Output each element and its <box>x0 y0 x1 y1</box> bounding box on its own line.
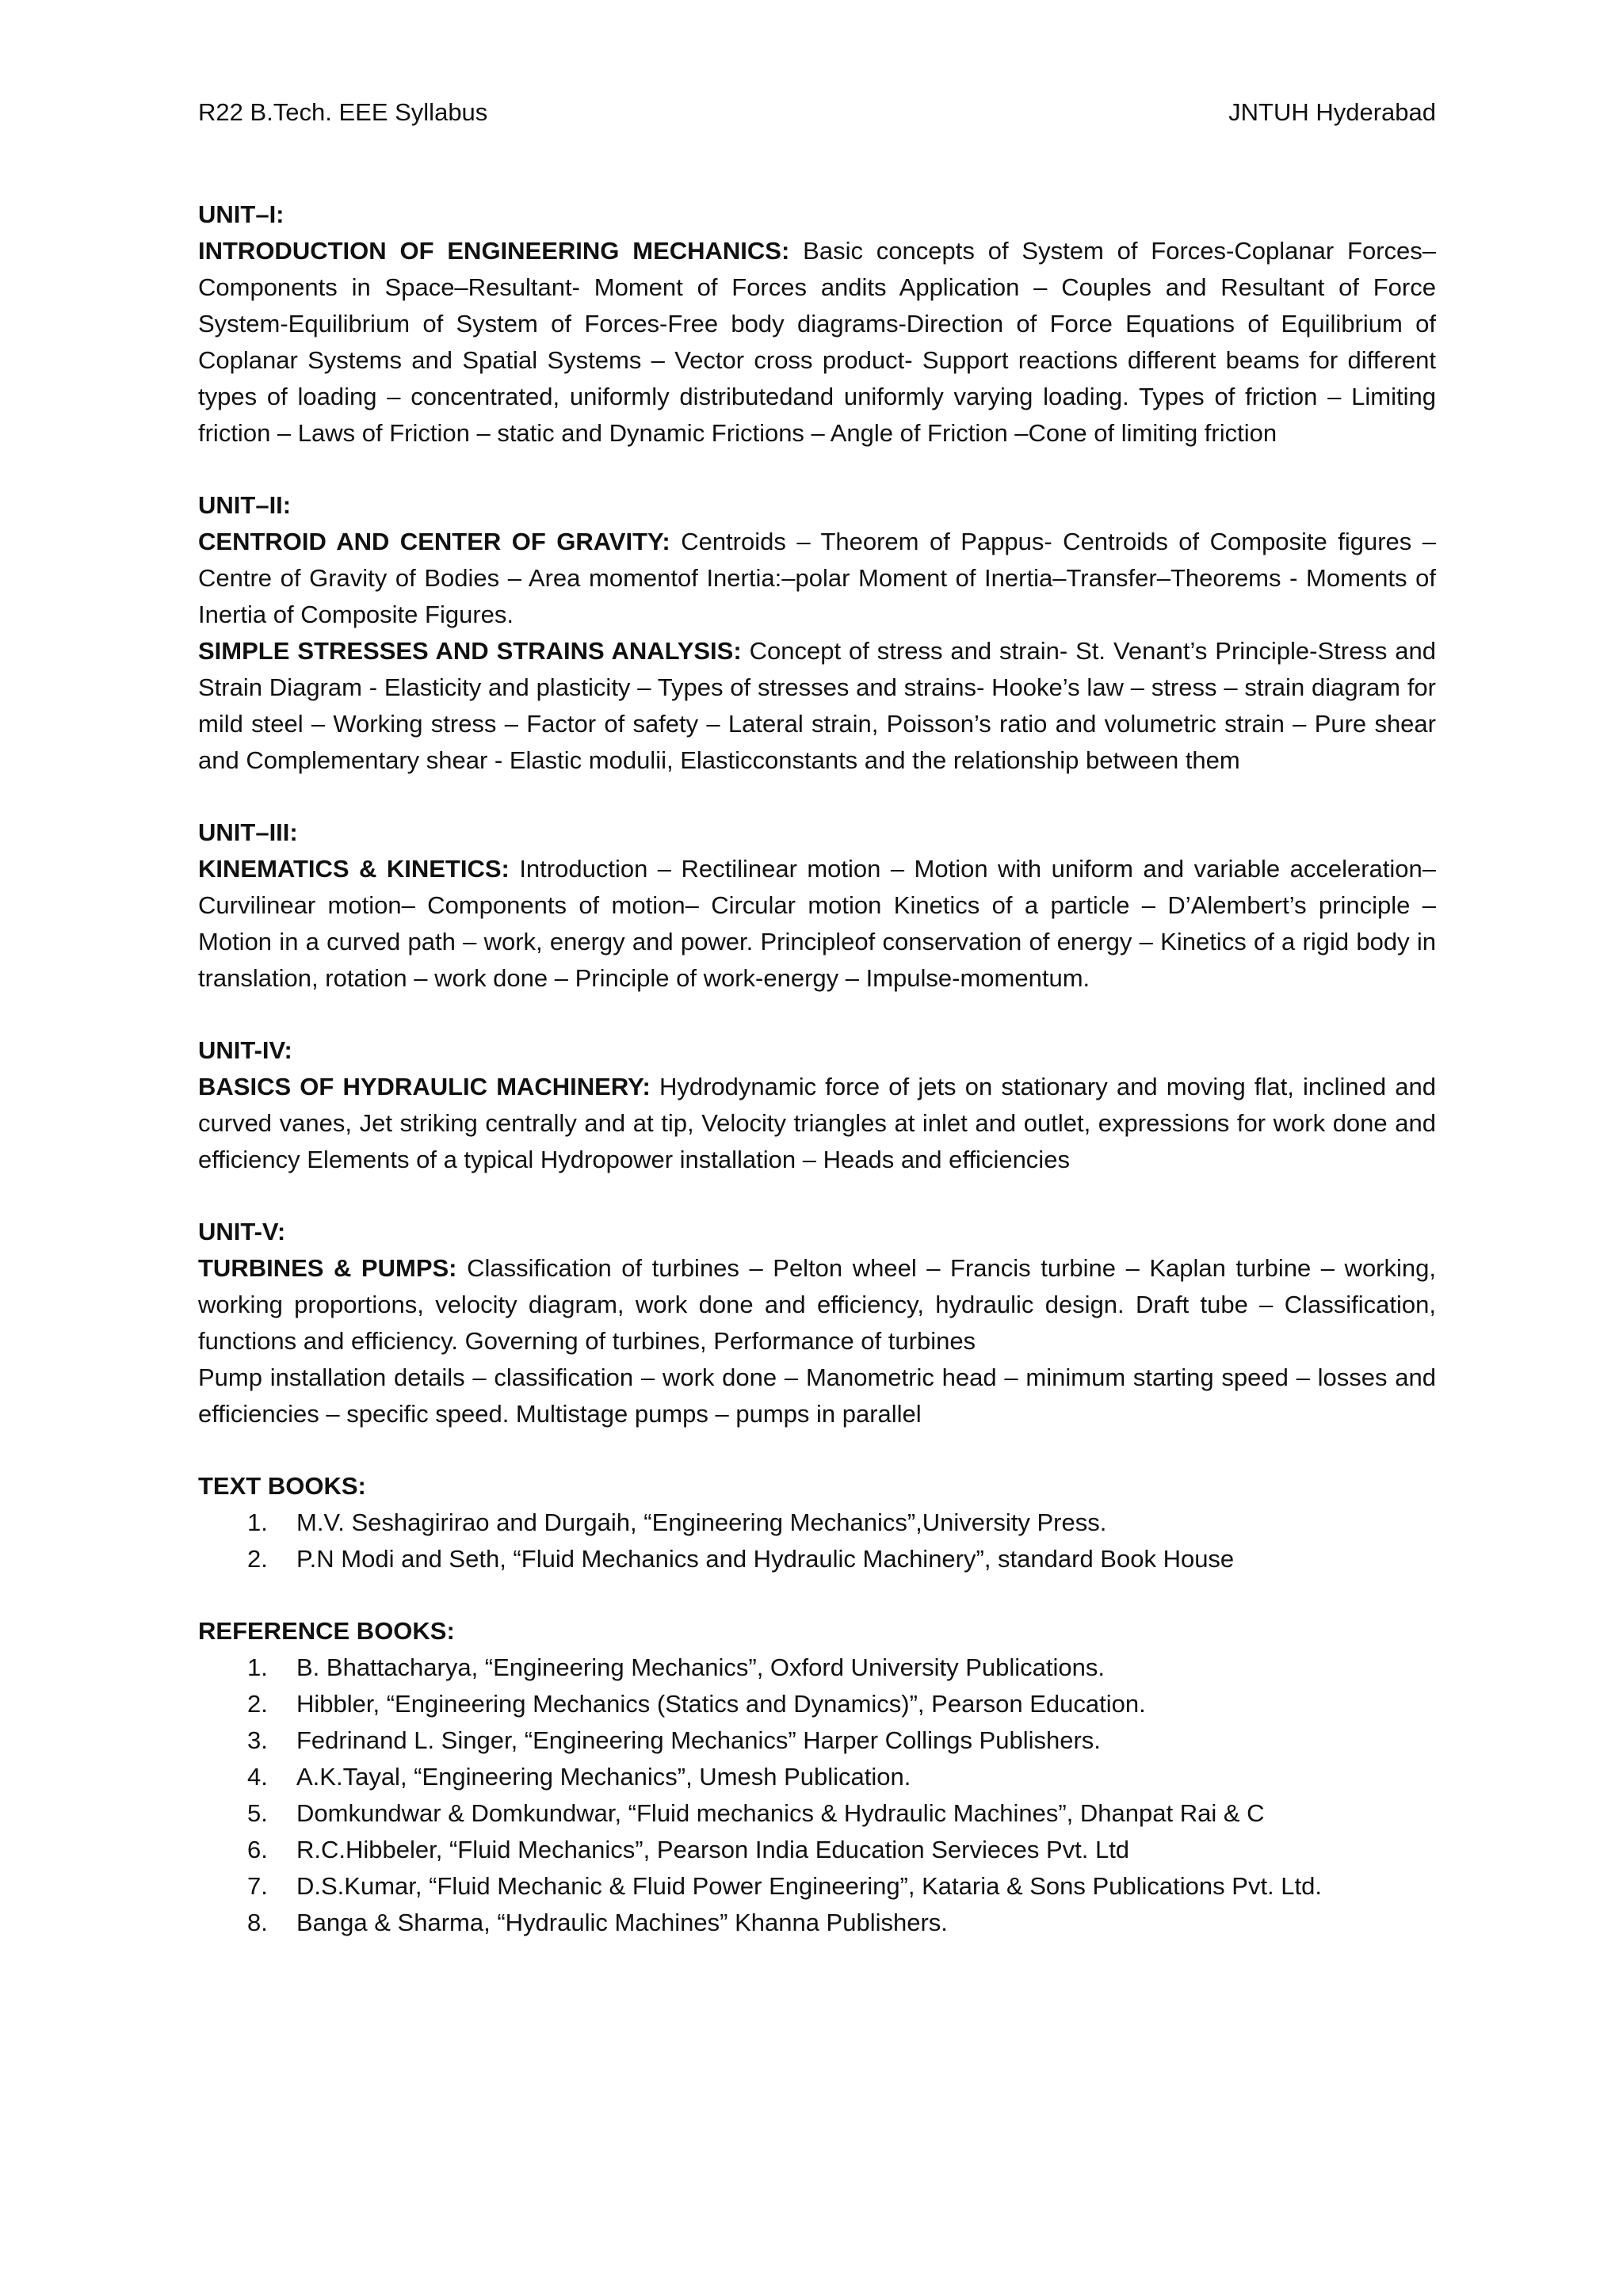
item-text: A.K.Tayal, “Engineering Mechanics”, Umesh Publication. <box>296 1763 911 1791</box>
unit-title: UNIT–I: <box>198 200 285 228</box>
item-text: Hibbler, “Engineering Mechanics (Statics and Dynamics)”, Pearson Education. <box>296 1690 1146 1718</box>
item-text: B. Bhattacharya, “Engineering Mechanics”, Oxford University Publications. <box>296 1653 1106 1681</box>
topic-text: Classification of turbines – Pelton wheel – Francis turbine – Kaplan turbine – working, working proportions, velocity diagram, work done and efficiency, hydraulic design. Draft tube – Classification, functions and efficiency. Governing of turbines, Performance of turbines <box>198 1254 1436 1355</box>
item-number: 6. <box>247 1836 268 1863</box>
item-number: 4. <box>247 1763 268 1791</box>
unit-paragraph <box>198 1069 1436 1178</box>
unit-paragraph <box>198 633 1436 779</box>
unit-2 <box>198 487 1436 779</box>
topic-heading: KINEMATICS & KINETICS: <box>198 855 510 883</box>
list-item <box>198 1722 1436 1759</box>
item-number: 7. <box>247 1872 268 1900</box>
list-item <box>198 1759 1436 1795</box>
unit-title: UNIT–II: <box>198 491 292 519</box>
unit-title: UNIT-IV: <box>198 1036 292 1064</box>
list-item <box>198 1795 1436 1832</box>
reference-books-title: REFERENCE BOOKS: <box>198 1617 455 1645</box>
item-number: 1. <box>247 1653 268 1681</box>
unit-1 <box>198 196 1436 452</box>
reference-books-section <box>198 1613 1436 1941</box>
text-books-list <box>198 1505 1436 1577</box>
item-text: R.C.Hibbeler, “Fluid Mechanics”, Pearson India Education Servieces Pvt. Ltd <box>296 1836 1130 1863</box>
topic-heading: SIMPLE STRESSES AND STRAINS ANALYSIS: <box>198 637 742 665</box>
topic-heading: CENTROID AND CENTER OF GRAVITY: <box>198 528 670 555</box>
topic-text: Pump installation details – classification – work done – Manometric head – minimum starting speed – losses and efficiencies – specific speed. Multistage pumps – pumps in parallel <box>198 1363 1436 1428</box>
header-left-text: R22 B.Tech. EEE Syllabus <box>198 98 488 126</box>
header-right-text: JNTUH Hyderabad <box>1228 98 1436 126</box>
list-item <box>198 1650 1436 1686</box>
list-item <box>198 1868 1436 1905</box>
topic-text: Introduction – Rectilinear motion – Motion with uniform and variable acceleration–Curvilinear motion– Components of motion– Circular motion Kinetics of a particle – D’Alembert’s principle – Motion in a curved path – work, energy and power. Principleof conservation of energy – Kinetics of a rigid body in translation, rotation – work done – Principle of work-energy – Impulse-momentum. <box>198 855 1436 992</box>
item-number: 1. <box>247 1508 268 1536</box>
list-item <box>198 1832 1436 1868</box>
item-number: 3. <box>247 1726 268 1754</box>
list-item <box>198 1686 1436 1722</box>
list-item <box>198 1541 1436 1577</box>
item-text: Domkundwar & Domkundwar, “Fluid mechanics & Hydraulic Machines”, Dhanpat Rai & C <box>296 1799 1265 1827</box>
item-number: 2. <box>247 1690 268 1718</box>
topic-text: Basic concepts of System of Forces-Coplanar Forces–Components in Space–Resultant- Moment of Forces andits Application – Couples and Resultant of Force System-Equilibrium of System of Forces-Free body diagrams-Direction of Force Equations of Equilibrium of Coplanar Systems and Spatial Systems – Vector cross product- Support reactions different beams for different types of loading – concentrated, uniformly distributedand uniformly varying loading. Types of friction – Limiting friction – Laws of Friction – static and Dynamic Frictions – Angle of Friction –Cone of limiting friction <box>198 237 1436 447</box>
unit-title: UNIT-V: <box>198 1218 286 1245</box>
text-books-section <box>198 1468 1436 1577</box>
item-text: P.N Modi and Seth, “Fluid Mechanics and Hydraulic Machinery”, standard Book House <box>296 1545 1235 1573</box>
item-text: Banga & Sharma, “Hydraulic Machines” Khanna Publishers. <box>296 1909 948 1936</box>
list-item <box>198 1505 1436 1541</box>
unit-5 <box>198 1214 1436 1432</box>
unit-paragraph <box>198 1250 1436 1360</box>
item-text: M.V. Seshagirirao and Durgaih, “Engineering Mechanics”,University Press. <box>296 1508 1107 1536</box>
topic-text: Hydrodynamic force of jets on stationary and moving flat, inclined and curved vanes, Jet striking centrally and at tip, Velocity triangles at inlet and outlet, expressions for work done and efficiency Elements of a typical Hydropower installation – Heads and efficiencies <box>198 1073 1436 1173</box>
topic-heading: INTRODUCTION OF ENGINEERING MECHANICS: <box>198 237 790 265</box>
item-text: Fedrinand L. Singer, “Engineering Mechanics” Harper Collings Publishers. <box>296 1726 1101 1754</box>
item-number: 2. <box>247 1545 268 1573</box>
topic-heading: BASICS OF HYDRAULIC MACHINERY: <box>198 1073 651 1100</box>
topic-text: Centroids – Theorem of Pappus- Centroids of Composite figures – Centre of Gravity of Bodies – Area momentof Inertia:–polar Moment of Inertia–Transfer–Theorems - Moments of Inertia of Composite Figures. <box>198 528 1436 628</box>
reference-books-list <box>198 1650 1436 1941</box>
item-number: 8. <box>247 1909 268 1936</box>
item-number: 5. <box>247 1799 268 1827</box>
unit-title: UNIT–III: <box>198 818 298 846</box>
unit-paragraph <box>198 524 1436 633</box>
unit-3 <box>198 814 1436 997</box>
unit-4 <box>198 1032 1436 1178</box>
unit-paragraph <box>198 851 1436 997</box>
topic-text: Concept of stress and strain- St. Venant’s Principle-Stress and Strain Diagram - Elasticity and plasticity – Types of stresses and strains- Hooke’s law – stress – strain diagram for mild steel – Working stress – Factor of safety – Lateral strain, Poisson’s ratio and volumetric strain – Pure shear and Complementary shear - Elastic modulii, Elasticconstants and the relationship between them <box>198 637 1436 774</box>
syllabus-content <box>198 196 1436 1977</box>
item-text: D.S.Kumar, “Fluid Mechanic & Fluid Power Engineering”, Kataria & Sons Publications Pvt. Ltd. <box>296 1872 1322 1900</box>
topic-heading: TURBINES & PUMPS: <box>198 1254 457 1282</box>
list-item <box>198 1905 1436 1941</box>
unit-paragraph <box>198 1360 1436 1432</box>
unit-paragraph <box>198 233 1436 452</box>
text-books-title: TEXT BOOKS: <box>198 1472 366 1500</box>
